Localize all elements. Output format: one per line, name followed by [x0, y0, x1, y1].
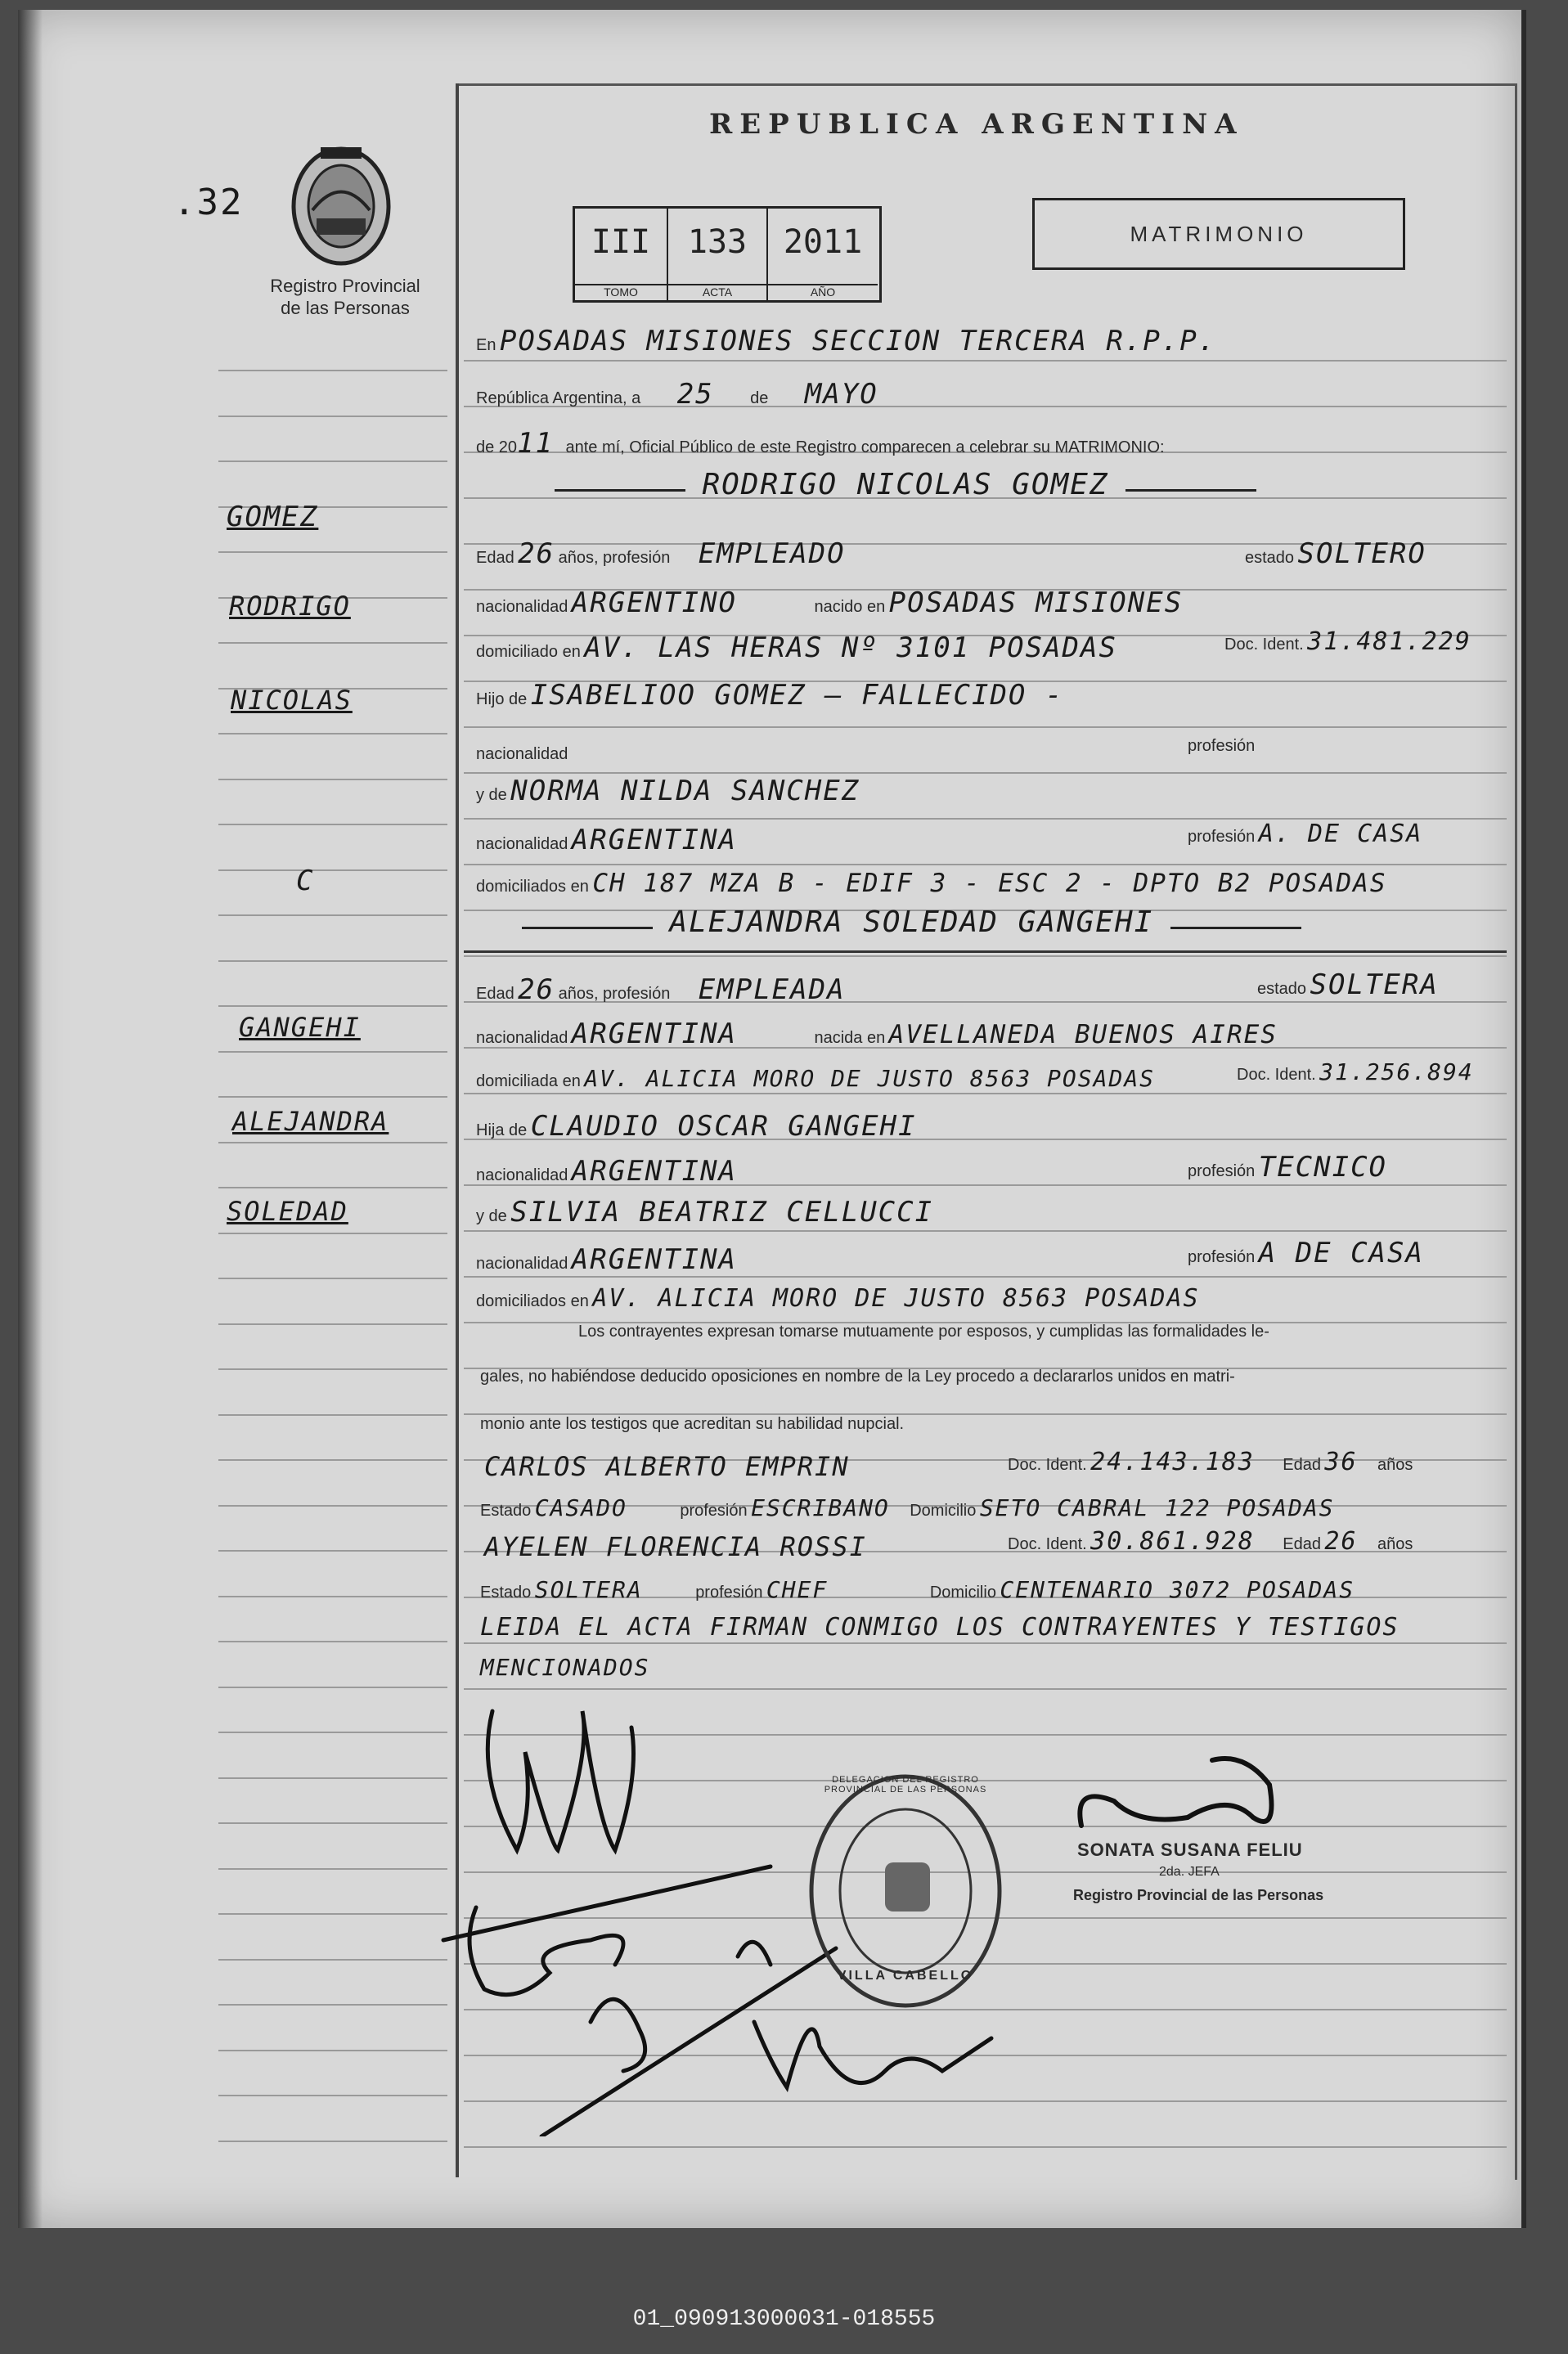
ruled-line-left	[218, 370, 447, 371]
doc-label: Doc. Ident.	[1237, 1066, 1316, 1084]
witness1-estado: CASADO	[534, 1494, 627, 1521]
hija-label: Hija de	[476, 1121, 528, 1139]
bride-father-profession: TECNICO	[1258, 1151, 1388, 1184]
witness2-age: 26	[1324, 1527, 1358, 1556]
domiciliado-label: domiciliado en	[476, 643, 581, 661]
witness1-profession: ESCRIBANO	[751, 1494, 890, 1521]
estado-label: estado	[1245, 549, 1295, 567]
edad-label: Edad	[476, 985, 514, 1003]
ruled-line-left	[218, 960, 447, 962]
domicilio-label: Domicilio	[929, 1584, 996, 1602]
ano-cell	[768, 209, 878, 300]
groom-address-line	[476, 631, 1117, 664]
bride-mother-nationality: ARGENTINA	[571, 1243, 738, 1276]
document-page	[18, 10, 1526, 2228]
ruled-line-left	[218, 416, 447, 417]
registry-seal	[803, 1768, 1008, 2014]
witness1-name-line	[484, 1451, 850, 1482]
ruled-line-left	[218, 1323, 447, 1325]
ruled-line-left	[218, 1005, 447, 1007]
bride-doc	[1237, 1058, 1474, 1085]
bride-address-line	[476, 1065, 1155, 1092]
declaration-line1: Los contrayentes expresan tomarse mutuamente por esposos, y cumplidas las formalidades le-	[578, 1323, 1269, 1341]
margin-conjunction: C	[296, 865, 315, 897]
bride-mother-prof	[1188, 1237, 1424, 1269]
groom-parents-address-line	[476, 869, 1387, 898]
profesion-label: años, profesión	[558, 549, 671, 567]
groom-full-name: RODRIGO NICOLAS GOMEZ	[702, 468, 1109, 501]
groom-profession: EMPLEADO	[698, 537, 846, 570]
bride-estado	[1257, 968, 1439, 1001]
father-profesion-label: profesión	[1188, 737, 1256, 755]
witness2-details-line	[480, 1576, 1355, 1603]
domicilio-label: Domicilio	[910, 1502, 977, 1520]
groom-nationality: ARGENTINO	[571, 586, 738, 619]
ruled-line-left	[218, 1959, 447, 1961]
bride-father-prof	[1188, 1151, 1387, 1184]
page-edge-shadow	[18, 10, 43, 2228]
edad-label: Edad	[476, 549, 514, 567]
act-type-box: MATRIMONIO	[1032, 198, 1405, 270]
section-divider	[464, 950, 1507, 953]
doc-label: Doc. Ident.	[1008, 1535, 1087, 1553]
witness1-age: 36	[1324, 1448, 1358, 1476]
ruled-line-left	[218, 824, 447, 825]
ruled-line-left	[218, 779, 447, 780]
intro-text: ante mí, Oficial Público de este Registro comparecen a celebrar su MATRIMONIO:	[565, 438, 1165, 456]
witness1-details-line	[480, 1494, 1335, 1521]
groom-age: 26	[518, 537, 555, 570]
groom-mother-nat-line	[476, 824, 737, 856]
groom-mother-prof	[1188, 820, 1422, 848]
ruled-line-left	[218, 2050, 447, 2051]
groom-mother-profession: A. DE CASA	[1258, 820, 1423, 848]
de-label: de	[750, 389, 769, 407]
file-id-footer: 01_090913000031-018555	[632, 2307, 936, 2332]
bride-father-line	[476, 1110, 917, 1143]
line-dash	[1125, 489, 1256, 492]
ruled-line-left	[218, 1732, 447, 1733]
month-value: MAYO	[804, 378, 878, 411]
bride-father-nat-line	[476, 1155, 737, 1188]
groom-father-prof	[1188, 726, 1255, 758]
bride-nationality: ARGENTINA	[571, 1018, 738, 1050]
declaration-line3: monio ante los testigos que acreditan su habilidad nupcial.	[480, 1415, 905, 1433]
doc-label: Doc. Ident.	[1224, 636, 1304, 654]
ruled-line-left	[218, 1687, 447, 1688]
bride-age: 26	[518, 973, 555, 1006]
groom-doc-value: 31.481.229	[1307, 627, 1471, 656]
ano-value: 2011	[783, 223, 863, 261]
yde-label: y de	[476, 786, 507, 804]
groom-age-line	[476, 537, 846, 570]
ruled-line-left	[218, 1913, 447, 1915]
intro-date-line	[476, 378, 878, 411]
day-value: 25	[676, 378, 714, 411]
estado-label: Estado	[480, 1502, 532, 1520]
closing-line2: MENCIONADOS	[480, 1654, 650, 1681]
margin-groom-name2: NICOLAS	[231, 685, 353, 716]
province-crest-icon	[284, 141, 398, 272]
domiciliada-label: domiciliada en	[476, 1072, 581, 1090]
groom-estado-value: SOLTERO	[1297, 537, 1426, 570]
ruled-line-left	[218, 642, 447, 644]
line-dash	[522, 927, 653, 929]
mother-nacionalidad-label: nacionalidad	[476, 835, 568, 853]
ruled-line-left	[218, 1641, 447, 1642]
bride-father-nationality: ARGENTINA	[571, 1155, 738, 1188]
witness2-doc-line	[1008, 1527, 1413, 1556]
groom-mother-line	[476, 775, 860, 807]
profesion-label: profesión	[680, 1502, 748, 1520]
country-title: REPUBLICA ARGENTINA	[709, 108, 1244, 141]
declaration-line2: gales, no habiéndose deducido oposiciones en nombre de la Ley procedo a declararlos unidos en matri-	[480, 1368, 1235, 1386]
en-label: En	[476, 336, 496, 354]
official-name: SONATA SUSANA FELIU	[1077, 1840, 1303, 1860]
mother-nacionalidad-label: nacionalidad	[476, 1255, 568, 1273]
margin-groom-name1: RODRIGO	[229, 591, 351, 622]
witness2-address: CENTENARIO 3072 POSADAS	[1000, 1576, 1355, 1603]
ruled-line-left	[218, 1505, 447, 1507]
ruled-line-left	[218, 1822, 447, 1824]
groom-father: ISABELIOO GOMEZ — FALLECIDO -	[530, 679, 1064, 712]
profesion-label: profesión	[695, 1584, 763, 1602]
anos-label: años	[1377, 1456, 1413, 1474]
witness2-estado: SOLTERA	[534, 1576, 643, 1603]
witness1-name: CARLOS ALBERTO EMPRIN	[484, 1451, 850, 1482]
ruled-line-left	[218, 869, 447, 871]
official-office: Registro Provincial de las Personas	[1073, 1887, 1324, 1903]
bride-mother-profession: A DE CASA	[1258, 1237, 1424, 1269]
intro-year-line	[476, 427, 1165, 460]
seal-town: VILLA CABELLO	[837, 1969, 974, 1983]
ruled-line-left	[218, 733, 447, 735]
groom-father-line	[476, 679, 1063, 712]
acta-value: 133	[687, 223, 748, 261]
margin-number: .32	[173, 182, 244, 223]
act-reference-table	[573, 206, 882, 303]
witness2-name-line	[484, 1531, 867, 1562]
groom-nationality-line	[476, 586, 1183, 619]
ruled-line-left	[218, 1777, 447, 1779]
line-dash	[555, 489, 685, 492]
ruled-line-left	[218, 1868, 447, 1870]
groom-address: AV. LAS HERAS Nº 3101 POSADAS	[584, 631, 1117, 664]
nacionalidad-label: nacionalidad	[476, 1029, 568, 1047]
margin-bride-name2: SOLEDAD	[227, 1196, 348, 1227]
nacionalidad-label: nacionalidad	[476, 598, 568, 616]
groom-father-nat-line	[476, 734, 568, 766]
witness2-profession: CHEF	[766, 1576, 829, 1603]
groom-parents-address: CH 187 MZA B - EDIF 3 - ESC 2 - DPTO B2 POSADAS	[592, 869, 1387, 898]
bride-mother-line	[476, 1196, 933, 1229]
ruled-line-left	[218, 1233, 447, 1234]
acta-label: ACTA	[668, 284, 766, 299]
tomo-cell	[575, 209, 668, 300]
bride-name-line	[509, 905, 1314, 939]
ruled-line-left	[218, 914, 447, 916]
estado-label: Estado	[480, 1584, 532, 1602]
ruled-line-left	[218, 1596, 447, 1597]
ano-label: AÑO	[768, 284, 878, 299]
tomo-label: TOMO	[575, 284, 667, 299]
mother-profesion-label: profesión	[1188, 828, 1256, 846]
witness1-doc: 24.143.183	[1090, 1448, 1255, 1476]
ruled-line-left	[218, 2095, 447, 2096]
father-profesion-label: profesión	[1188, 1162, 1256, 1180]
ruled-line-left	[218, 1187, 447, 1188]
registry-name-line1: Registro Provincial	[270, 276, 420, 296]
edad-label: Edad	[1283, 1456, 1321, 1474]
bride-full-name: ALEJANDRA SOLEDAD GANGEHI	[669, 905, 1154, 939]
margin-bride-surname: GANGEHI	[239, 1012, 361, 1043]
bride-estado-value: SOLTERA	[1310, 968, 1439, 1001]
father-nacionalidad-label: nacionalidad	[476, 1166, 568, 1184]
ruled-line-left	[218, 460, 447, 462]
closing-line1: LEIDA EL ACTA FIRMAN CONMIGO LOS CONTRAYENTES Y TESTIGOS	[480, 1613, 1400, 1642]
ruled-line-left	[218, 1550, 447, 1552]
republica-label: República Argentina, a	[476, 389, 641, 407]
ruled-line-left	[218, 1096, 447, 1098]
parents-domiciliados-label: domiciliados en	[476, 878, 589, 896]
bride-profession: EMPLEADA	[698, 973, 846, 1006]
mother-profesion-label: profesión	[1188, 1248, 1256, 1266]
nacido-label: nacido en	[814, 598, 886, 616]
line-dash	[1170, 927, 1301, 929]
witness2-doc: 30.861.928	[1090, 1527, 1255, 1556]
bride-parents-address-line	[476, 1284, 1200, 1313]
witness2-name: AYELEN FLORENCIA ROSSI	[484, 1531, 867, 1562]
edad-label: Edad	[1283, 1535, 1321, 1553]
bride-mother-nat-line	[476, 1243, 737, 1276]
hijo-label: Hijo de	[476, 690, 528, 708]
ruled-line-left	[218, 1142, 447, 1143]
ruled-line-left	[218, 1051, 447, 1053]
margin-bride-name1: ALEJANDRA	[232, 1106, 389, 1137]
bride-parents-address: AV. ALICIA MORO DE JUSTO 8563 POSADAS	[592, 1284, 1200, 1313]
anos-label: años	[1377, 1535, 1413, 1553]
intro-place-line	[476, 325, 1216, 357]
groom-doc	[1224, 627, 1471, 656]
doc-label: Doc. Ident.	[1008, 1456, 1087, 1474]
official-role: 2da. JEFA	[1159, 1865, 1220, 1879]
ruled-line-left	[218, 2141, 447, 2142]
groom-estado	[1245, 537, 1426, 570]
ruled-line-left	[218, 1368, 447, 1370]
bride-birthplace: AVELLANEDA BUENOS AIRES	[888, 1020, 1278, 1049]
year-prefix-label: de 20	[476, 438, 518, 456]
estado-label: estado	[1257, 980, 1307, 998]
ruled-line-left	[218, 2004, 447, 2006]
bride-mother: SILVIA BEATRIZ CELLUCCI	[510, 1196, 934, 1229]
ruled-line-left	[218, 1278, 447, 1279]
bride-nationality-line	[476, 1018, 1278, 1050]
yde-label: y de	[476, 1207, 507, 1225]
seal-ring-text: DELEGACION DEL REGISTRO PROVINCIAL DE LAS PERSONAS	[824, 1775, 987, 1795]
groom-name-line	[541, 468, 1269, 501]
parents-domiciliados-label: domiciliados en	[476, 1292, 589, 1310]
margin-groom-surname: GOMEZ	[227, 501, 319, 533]
bride-doc-value: 31.256.894	[1319, 1058, 1474, 1085]
bride-address: AV. ALICIA MORO DE JUSTO 8563 POSADAS	[584, 1065, 1156, 1092]
nacida-label: nacida en	[814, 1029, 886, 1047]
ruled-line-left	[218, 1414, 447, 1416]
profesion-label: años, profesión	[558, 985, 671, 1003]
witness1-address: SETO CABRAL 122 POSADAS	[979, 1494, 1335, 1521]
father-nacionalidad-label: nacionalidad	[476, 745, 568, 763]
place-value: POSADAS MISIONES SECCION TERCERA R.P.P.	[499, 325, 1217, 357]
groom-mother-nationality: ARGENTINA	[571, 824, 738, 856]
ruled-line-left	[218, 551, 447, 553]
ruled-line-left	[218, 1459, 447, 1461]
bride-age-line	[476, 973, 846, 1006]
acta-cell	[668, 209, 768, 300]
groom-birthplace: POSADAS MISIONES	[888, 586, 1184, 619]
groom-mother: NORMA NILDA SANCHEZ	[510, 775, 860, 807]
year-suffix-value: 11	[517, 427, 555, 460]
registry-name-line2: de las Personas	[281, 298, 410, 318]
tomo-value: III	[591, 223, 651, 261]
bride-father: CLAUDIO OSCAR GANGEHI	[530, 1110, 917, 1143]
witness1-doc-line	[1008, 1448, 1413, 1476]
